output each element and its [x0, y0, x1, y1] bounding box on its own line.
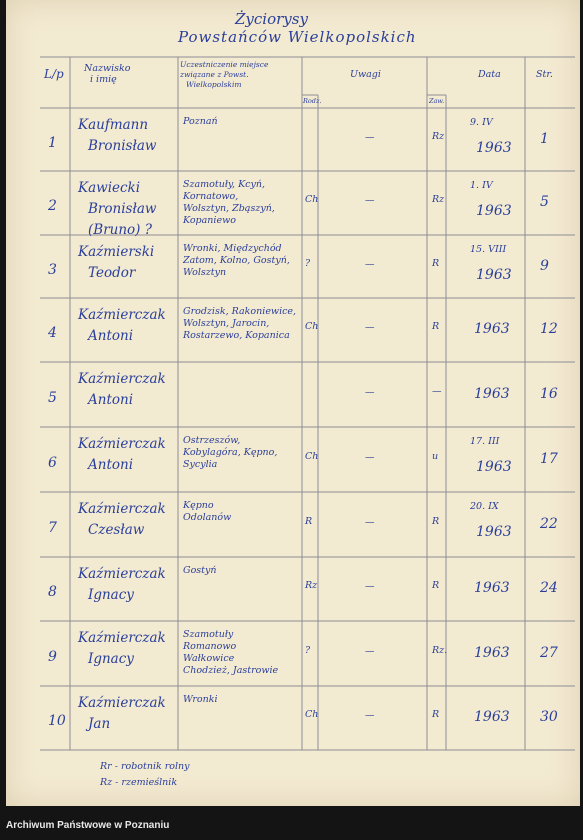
row-date-year: 1963 — [474, 580, 510, 596]
header-places-line: Wielkopolskim — [186, 79, 242, 89]
row-date-year: 1963 — [476, 459, 512, 475]
row-page: 27 — [540, 644, 558, 661]
row-mark: Ch — [305, 321, 319, 332]
row-name-line: Antoni — [88, 328, 134, 344]
header-name-line: Nazwisko — [84, 63, 131, 74]
row-place-line: Wolsztyn, Jarocin, — [183, 318, 270, 329]
row-date-year: 1963 — [474, 321, 510, 337]
header-date: Data — [478, 69, 501, 80]
row-place-line: Rostarzewo, Kopanica — [183, 330, 290, 341]
row-notes-dash: — — [365, 322, 375, 333]
row-number: 10 — [48, 713, 66, 729]
row-name-line: Kaźmierczak — [78, 630, 166, 646]
header-places-line: Uczestniczenie miejsce — [180, 60, 269, 69]
page-subtitle: Powstańców Wielkopolskich — [178, 28, 417, 46]
row-place-line: Szamotuły, Kcyń, — [183, 179, 265, 190]
legend-line: Rz - rzemieślnik — [100, 777, 178, 788]
row-place-line: Kobylagóra, Kępno, — [183, 447, 278, 458]
row-name-line: Jan — [88, 716, 111, 732]
row-notes-dash: — — [365, 645, 375, 657]
row-place-line: Romanowo — [183, 641, 237, 652]
row-mark: Rz — [305, 580, 318, 591]
row-code: R — [432, 257, 440, 269]
row-mark: Ch — [305, 709, 319, 720]
archive-footer-text: Archiwum Państwowe w Poznaniu — [6, 820, 170, 831]
row-code: R — [432, 709, 440, 720]
row-name-line: Bronisław — [88, 201, 157, 217]
row-name-line: Czesław — [88, 522, 145, 538]
row-name-line: Kaźmierczak — [78, 371, 166, 387]
row-place-line: Gostyń — [183, 565, 217, 576]
row-number: 7 — [48, 519, 57, 536]
row-name-line: Kaźmierczak — [78, 307, 166, 323]
header-name-line: i imię — [90, 73, 117, 85]
row-number: 4 — [48, 325, 57, 341]
row-page: 1 — [540, 130, 549, 147]
row-number: 8 — [48, 584, 57, 600]
header-places-line: związane z Powst. — [180, 69, 249, 79]
row-notes-dash: — — [365, 195, 375, 206]
row-notes-dash: — — [365, 258, 375, 270]
row-date-day: 9. IV — [470, 117, 493, 128]
row-page: 17 — [540, 450, 558, 467]
row-name-line: Antoni — [88, 392, 134, 408]
row-page: 24 — [540, 580, 558, 596]
row-name-line: Kaźmierczak — [78, 501, 166, 517]
header-page: Str. — [536, 69, 553, 80]
page-title: Życiorysy — [235, 10, 308, 28]
row-date-year: 1963 — [474, 709, 510, 725]
row-page: 16 — [540, 385, 558, 402]
row-number: 3 — [48, 261, 57, 278]
row-place-line: Kopaniewo — [183, 215, 236, 226]
legend-line: Rr - robotnik rolny — [100, 761, 190, 772]
row-page: 12 — [540, 321, 558, 337]
row-date-day: 20. IX — [470, 501, 499, 512]
row-mark: Ch — [305, 450, 319, 462]
header-places — [180, 60, 268, 89]
row-number: 9 — [48, 648, 57, 665]
row-name-line: Kawiecki — [78, 180, 141, 196]
row-date-year: 1963 — [476, 203, 512, 219]
row-place-line: Odolanów — [183, 512, 232, 523]
row-page: 5 — [540, 194, 549, 210]
row-place-line: Kornatowo, — [183, 191, 239, 202]
row-place-line: Wolsztyn — [183, 267, 227, 278]
row-notes-dash: — — [365, 710, 375, 721]
row-date-year: 1963 — [476, 267, 512, 283]
row-place-line: Wronki — [183, 694, 218, 705]
row-place-line: Szamotuły — [183, 629, 234, 640]
row-date-day: 15. VIII — [470, 244, 507, 255]
row-name-line: Kaźmierczak — [78, 695, 166, 711]
row-page: 22 — [540, 515, 558, 532]
row-notes-dash: — — [365, 581, 375, 592]
row-name-line: Kaźmierczak — [78, 436, 166, 452]
row-mark: R — [305, 515, 313, 527]
row-number: 2 — [48, 198, 57, 214]
row-date-year: 1963 — [476, 524, 512, 540]
row-code: R — [432, 515, 440, 527]
row-place-line: Wolsztyn, Zbąszyń, — [183, 203, 275, 214]
row-place-line: Wronki, Międzychód — [183, 243, 282, 254]
row-date-year: 1963 — [476, 140, 512, 156]
row-name-line: Bronisław — [88, 138, 157, 154]
row-name-line: Kaźmierczak — [78, 566, 166, 582]
row-date-year: 1963 — [474, 385, 510, 402]
row-notes-dash: — — [365, 131, 375, 143]
row-date-year: 1963 — [474, 644, 510, 661]
row-notes-dash: — — [365, 386, 375, 398]
row-mark: Ch — [305, 194, 319, 205]
row-name-line: Kaufmann — [78, 117, 149, 133]
row-place-line: Wałkowice — [183, 653, 235, 664]
header-name — [84, 64, 131, 86]
row-place-line: Grodzisk, Rakoniewice, — [183, 306, 297, 317]
row-number: 1 — [48, 134, 57, 151]
row-place-line: Poznań — [183, 116, 218, 127]
row-number: 5 — [48, 389, 57, 406]
row-place-line: Ostrzeszów, — [183, 435, 241, 446]
row-number: 6 — [48, 454, 57, 471]
row-code: — — [432, 385, 442, 397]
row-place-line: Kępno — [183, 500, 214, 511]
row-notes-dash: — — [365, 451, 375, 463]
row-place-line: Zatom, Kolno, Gostyń, — [183, 255, 290, 266]
row-page: 30 — [540, 709, 558, 725]
header-lp: L/p — [44, 67, 64, 81]
row-code: R — [432, 580, 440, 591]
row-name-line: (Bruno) ? — [88, 222, 152, 238]
row-name-line: Teodor — [88, 265, 136, 281]
row-date-day: 1. IV — [470, 180, 493, 191]
row-name-line: Antoni — [88, 457, 134, 473]
row-code: Rz — [432, 194, 445, 205]
row-name-line: Ignacy — [88, 587, 134, 603]
row-mark: ? — [305, 644, 311, 656]
header-places-sub-right: Zaw. — [429, 97, 445, 105]
header-notes: Uwagi — [350, 69, 381, 80]
row-name-line: Kaźmierski — [78, 244, 155, 260]
header-places-sub-left: Rodz. — [303, 97, 322, 105]
row-code: Rz. — [432, 644, 448, 656]
row-mark: ? — [305, 257, 311, 269]
row-date-day: 17. III — [470, 436, 500, 447]
row-code: R — [432, 321, 440, 332]
row-name-line: Ignacy — [88, 651, 134, 667]
row-place-line: Sycylia — [183, 459, 218, 470]
row-page: 9 — [540, 257, 549, 274]
row-code: u — [432, 450, 439, 462]
row-code: Rz — [432, 130, 445, 142]
row-place-line: Chodzież, Jastrowie — [183, 665, 279, 676]
row-notes-dash: — — [365, 516, 375, 528]
